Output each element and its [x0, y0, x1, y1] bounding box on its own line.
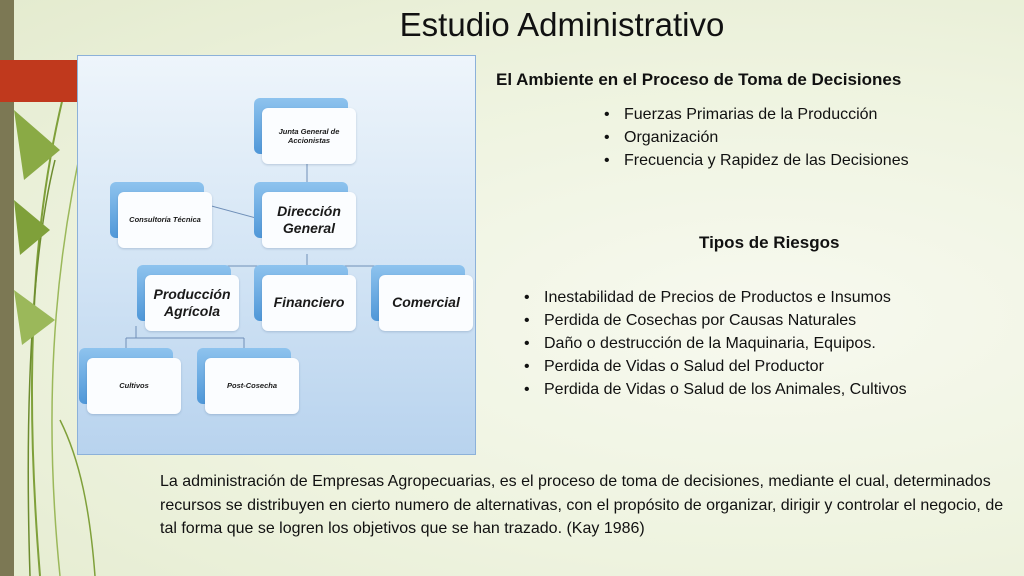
list-item: • Perdida de Vidas o Salud de los Animales, Cultivos — [520, 378, 907, 401]
risks-heading: Tipos de Riesgos — [699, 233, 840, 252]
org-node-post-cosecha: Post-Cosecha — [197, 348, 291, 404]
org-node-cultivos: Cultivos — [79, 348, 173, 404]
org-node-financiero: Financiero — [254, 265, 348, 321]
primary-bullet-list — [600, 103, 909, 172]
slide-title: Estudio Administrativo — [399, 6, 725, 43]
list-item: • Organización — [600, 126, 909, 149]
list-item: • Frecuencia y Rapidez de las Decisiones — [600, 149, 909, 172]
accent-red-block — [0, 60, 77, 102]
org-node-direccion: Dirección General — [254, 182, 348, 238]
definition-paragraph: La administración de Empresas Agropecuarias, es el proceso de toma de decisiones, mediante el cual, determinados recursos se distribuyen en cierto numero de alternativas, con el propósito de organizar, dirigir y controlar el negocio, de tal forma que se logren los objetivos que se han trazado. (Kay 1986) — [160, 473, 1004, 537]
org-node-junta: Junta General de Accionistas — [254, 98, 348, 154]
list-item: • Perdida de Vidas o Salud del Productor — [520, 355, 907, 378]
org-node-consultoria: Consultoría Técnica — [110, 182, 204, 238]
org-node-produccion: Producción Agrícola — [137, 265, 231, 321]
org-node-comercial: Comercial — [371, 265, 465, 321]
list-item: • Fuerzas Primarias de la Producción — [600, 103, 909, 126]
list-item: • Perdida de Cosechas por Causas Naturales — [520, 309, 907, 332]
section-subtitle: El Ambiente en el Proceso de Toma de Decisiones — [496, 70, 902, 89]
org-chart — [77, 55, 476, 455]
risks-bullet-list — [520, 286, 907, 401]
list-item: • Daño o destrucción de la Maquinaria, Equipos. — [520, 332, 907, 355]
list-item: • Inestabilidad de Precios de Productos e Insumos — [520, 286, 907, 309]
